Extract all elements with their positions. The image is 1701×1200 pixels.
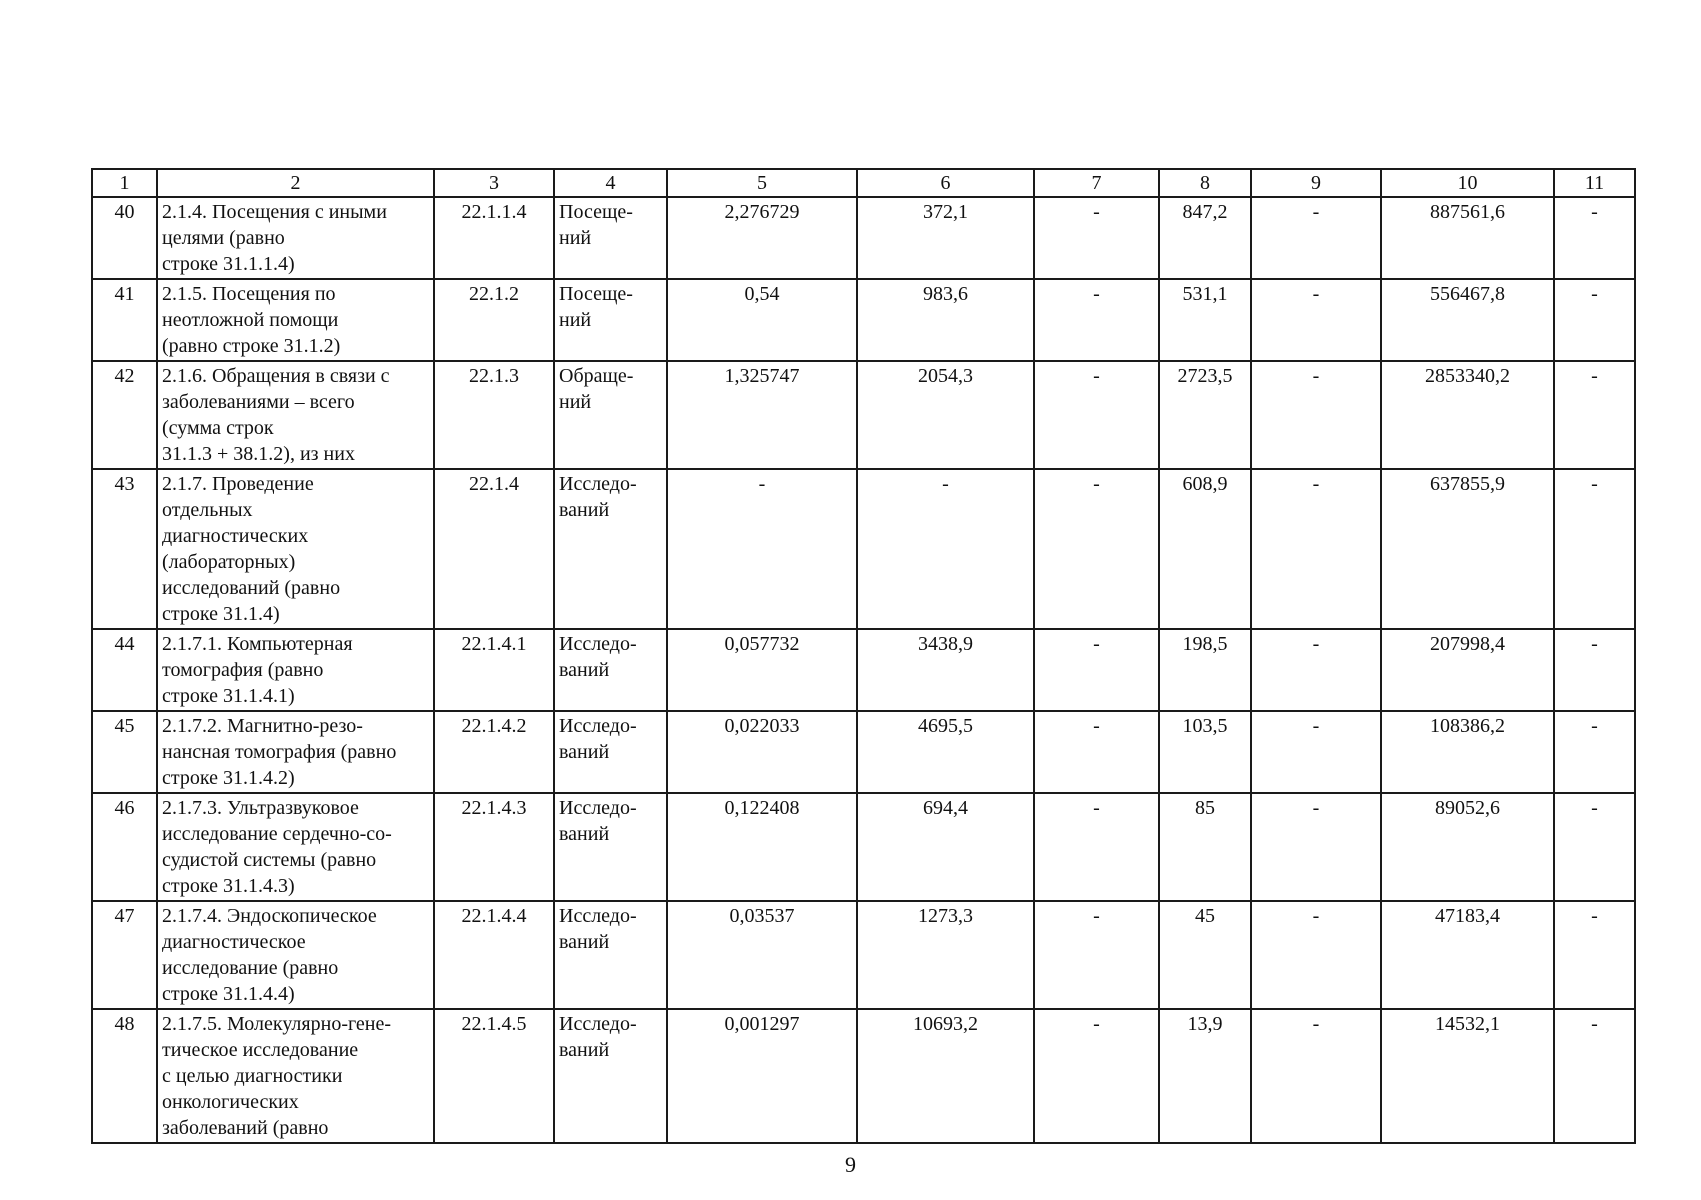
- table-row: [92, 279, 1635, 361]
- row-number: 47: [92, 901, 157, 1009]
- cell-col-5: -: [667, 469, 857, 629]
- row-unit: Исследо- ваний: [554, 469, 667, 629]
- row-description: 2.1.7.3. Ультразвуковое исследование сердечно-со- судистой системы (равно строке 31.1.4.3): [157, 793, 434, 901]
- cell-col-11: -: [1554, 279, 1635, 361]
- cell-col-8: 45: [1159, 901, 1251, 1009]
- cell-col-8: 198,5: [1159, 629, 1251, 711]
- table-row: [92, 629, 1635, 711]
- cell-col-5: 0,122408: [667, 793, 857, 901]
- table-row: [92, 197, 1635, 279]
- row-code: 22.1.2: [434, 279, 554, 361]
- cell-col-8: 531,1: [1159, 279, 1251, 361]
- cell-col-10: 89052,6: [1381, 793, 1554, 901]
- column-header-11: 11: [1554, 169, 1635, 197]
- row-code: 22.1.4.5: [434, 1009, 554, 1143]
- cell-col-7: -: [1034, 901, 1159, 1009]
- page-number: 9: [845, 1152, 856, 1177]
- row-unit: Обраще- ний: [554, 361, 667, 469]
- cell-col-9: -: [1251, 361, 1381, 469]
- cell-col-9: -: [1251, 1009, 1381, 1143]
- row-unit: Исследо- ваний: [554, 793, 667, 901]
- data-table: [91, 168, 1636, 1144]
- column-header-3: 3: [434, 169, 554, 197]
- cell-col-8: 85: [1159, 793, 1251, 901]
- cell-col-10: 556467,8: [1381, 279, 1554, 361]
- cell-col-11: -: [1554, 901, 1635, 1009]
- column-header-2: 2: [157, 169, 434, 197]
- cell-col-9: -: [1251, 793, 1381, 901]
- row-code: 22.1.3: [434, 361, 554, 469]
- table-header: [92, 169, 1635, 197]
- row-description: 2.1.4. Посещения с иными целями (равно строке 31.1.1.4): [157, 197, 434, 279]
- row-unit: Посеще- ний: [554, 279, 667, 361]
- cell-col-7: -: [1034, 711, 1159, 793]
- table-row: [92, 711, 1635, 793]
- row-unit: Исследо- ваний: [554, 629, 667, 711]
- table-body: [92, 197, 1635, 1143]
- cell-col-7: -: [1034, 793, 1159, 901]
- row-number: 43: [92, 469, 157, 629]
- column-header-5: 5: [667, 169, 857, 197]
- row-unit: Исследо- ваний: [554, 711, 667, 793]
- cell-col-11: -: [1554, 1009, 1635, 1143]
- cell-col-6: 1273,3: [857, 901, 1034, 1009]
- row-number: 45: [92, 711, 157, 793]
- row-description: 2.1.7. Проведение отдельных диагностических (лабораторных) исследований (равно строке 31.1.4): [157, 469, 434, 629]
- row-code: 22.1.4.3: [434, 793, 554, 901]
- cell-col-9: -: [1251, 629, 1381, 711]
- row-description: 2.1.7.5. Молекулярно-гене- тическое исследование с целью диагностики онкологических заболеваний (равно: [157, 1009, 434, 1143]
- table-row: [92, 1009, 1635, 1143]
- cell-col-5: 0,022033: [667, 711, 857, 793]
- row-code: 22.1.4.4: [434, 901, 554, 1009]
- cell-col-11: -: [1554, 711, 1635, 793]
- cell-col-6: 4695,5: [857, 711, 1034, 793]
- cell-col-10: 887561,6: [1381, 197, 1554, 279]
- cell-col-7: -: [1034, 1009, 1159, 1143]
- cell-col-11: -: [1554, 197, 1635, 279]
- row-number: 41: [92, 279, 157, 361]
- row-code: 22.1.1.4: [434, 197, 554, 279]
- row-unit: Исследо- ваний: [554, 901, 667, 1009]
- cell-col-8: 847,2: [1159, 197, 1251, 279]
- table-row: [92, 901, 1635, 1009]
- cell-col-7: -: [1034, 469, 1159, 629]
- cell-col-6: 10693,2: [857, 1009, 1034, 1143]
- cell-col-9: -: [1251, 711, 1381, 793]
- row-description: 2.1.5. Посещения по неотложной помощи (равно строке 31.1.2): [157, 279, 434, 361]
- table-row: [92, 793, 1635, 901]
- row-code: 22.1.4.1: [434, 629, 554, 711]
- cell-col-8: 103,5: [1159, 711, 1251, 793]
- cell-col-10: 47183,4: [1381, 901, 1554, 1009]
- column-header-1: 1: [92, 169, 157, 197]
- row-number: 46: [92, 793, 157, 901]
- column-header-4: 4: [554, 169, 667, 197]
- row-number: 42: [92, 361, 157, 469]
- column-header-9: 9: [1251, 169, 1381, 197]
- cell-col-6: 2054,3: [857, 361, 1034, 469]
- cell-col-11: -: [1554, 793, 1635, 901]
- cell-col-7: -: [1034, 279, 1159, 361]
- cell-col-6: 372,1: [857, 197, 1034, 279]
- row-description: 2.1.7.1. Компьютерная томография (равно строке 31.1.4.1): [157, 629, 434, 711]
- cell-col-6: -: [857, 469, 1034, 629]
- table-row: [92, 469, 1635, 629]
- column-header-7: 7: [1034, 169, 1159, 197]
- cell-col-10: 2853340,2: [1381, 361, 1554, 469]
- row-number: 40: [92, 197, 157, 279]
- cell-col-5: 1,325747: [667, 361, 857, 469]
- row-code: 22.1.4: [434, 469, 554, 629]
- cell-col-5: 0,03537: [667, 901, 857, 1009]
- row-description: 2.1.7.4. Эндоскопическое диагностическое исследование (равно строке 31.1.4.4): [157, 901, 434, 1009]
- cell-col-11: -: [1554, 469, 1635, 629]
- cell-col-10: 207998,4: [1381, 629, 1554, 711]
- row-description: 2.1.7.2. Магнитно-резо- нансная томография (равно строке 31.1.4.2): [157, 711, 434, 793]
- cell-col-6: 3438,9: [857, 629, 1034, 711]
- cell-col-7: -: [1034, 197, 1159, 279]
- cell-col-5: 0,057732: [667, 629, 857, 711]
- row-number: 44: [92, 629, 157, 711]
- cell-col-8: 13,9: [1159, 1009, 1251, 1143]
- row-unit: Посеще- ний: [554, 197, 667, 279]
- row-code: 22.1.4.2: [434, 711, 554, 793]
- cell-col-6: 694,4: [857, 793, 1034, 901]
- cell-col-9: -: [1251, 469, 1381, 629]
- cell-col-9: -: [1251, 279, 1381, 361]
- row-description: 2.1.6. Обращения в связи с заболеваниями – всего (сумма строк 31.1.3 + 38.1.2), из них: [157, 361, 434, 469]
- column-header-10: 10: [1381, 169, 1554, 197]
- cell-col-5: 0,001297: [667, 1009, 857, 1143]
- cell-col-7: -: [1034, 361, 1159, 469]
- row-number: 48: [92, 1009, 157, 1143]
- cell-col-8: 608,9: [1159, 469, 1251, 629]
- cell-col-6: 983,6: [857, 279, 1034, 361]
- header-row: [92, 169, 1635, 197]
- cell-col-9: -: [1251, 197, 1381, 279]
- row-unit: Исследо- ваний: [554, 1009, 667, 1143]
- column-header-8: 8: [1159, 169, 1251, 197]
- cell-col-5: 0,54: [667, 279, 857, 361]
- column-header-6: 6: [857, 169, 1034, 197]
- cell-col-10: 14532,1: [1381, 1009, 1554, 1143]
- table-row: [92, 361, 1635, 469]
- cell-col-10: 637855,9: [1381, 469, 1554, 629]
- cell-col-9: -: [1251, 901, 1381, 1009]
- cell-col-7: -: [1034, 629, 1159, 711]
- cell-col-10: 108386,2: [1381, 711, 1554, 793]
- cell-col-11: -: [1554, 361, 1635, 469]
- cell-col-5: 2,276729: [667, 197, 857, 279]
- cell-col-11: -: [1554, 629, 1635, 711]
- cell-col-8: 2723,5: [1159, 361, 1251, 469]
